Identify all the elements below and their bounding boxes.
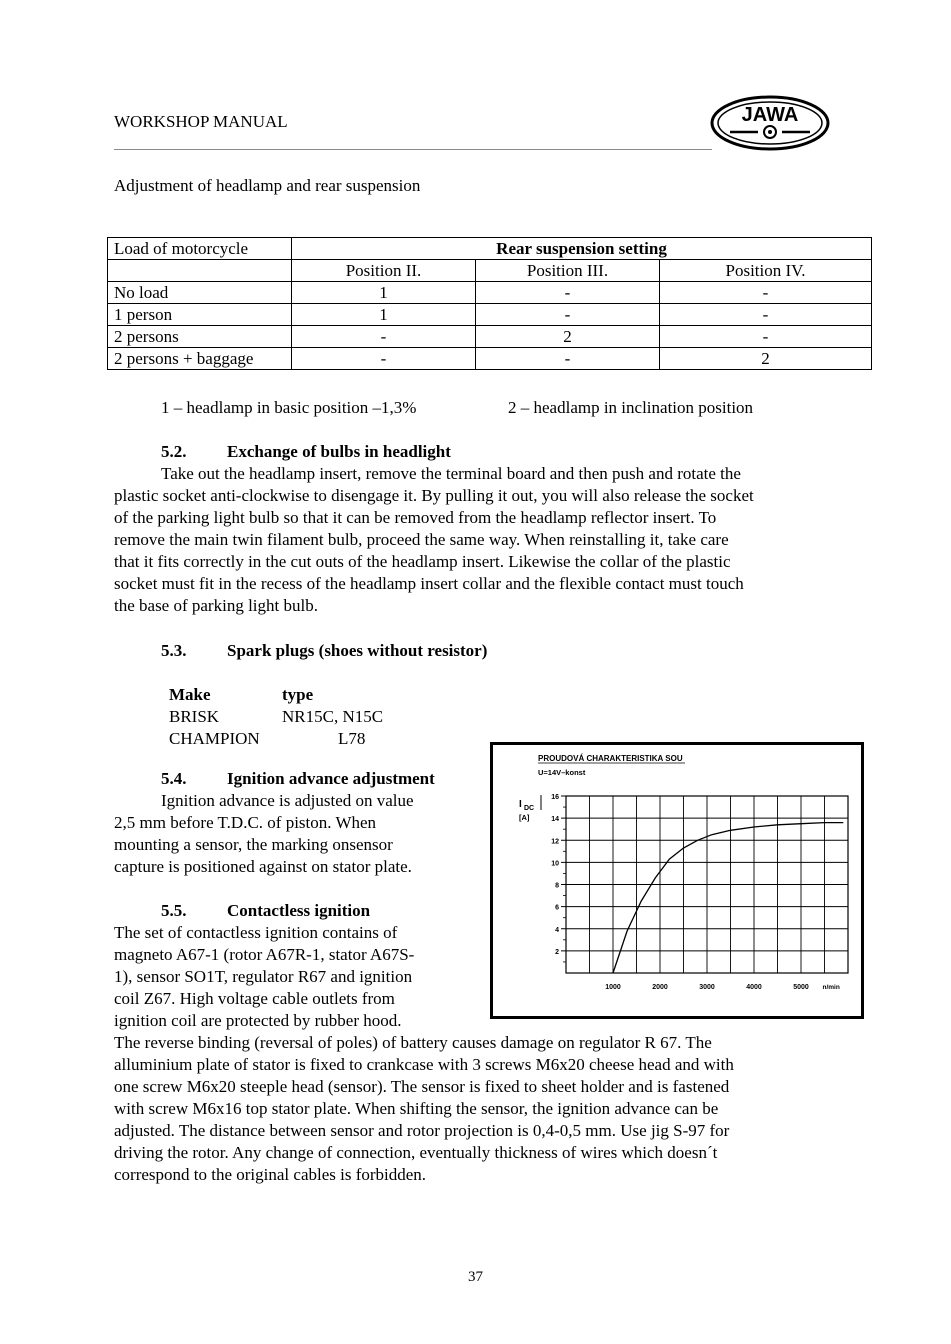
text-line: socket must fit in the recess of the headlamp insert collar and the flexible contact must touch — [114, 574, 744, 593]
section-number: 5.3. — [161, 641, 187, 660]
text-line: of the parking light bulb so that it can be removed from the headlamp reflector insert. To — [114, 508, 717, 527]
text-line: Take out the headlamp insert, remove the terminal board and then push and rotate the — [161, 464, 741, 483]
table-header-position-2: Position II. — [292, 260, 476, 282]
section-body-5-4 — [114, 790, 484, 878]
spark-plug-col-type: type — [282, 685, 314, 704]
section-body-5-2 — [114, 463, 854, 617]
y-axis-unit: [A] — [519, 813, 530, 822]
text-line: The reverse binding (reversal of poles) of battery causes damage on regulator R 67. The — [114, 1033, 712, 1052]
table-row — [169, 706, 383, 728]
page-subtitle: Adjustment of headlamp and rear suspension — [114, 176, 421, 195]
section-heading-5-2 — [161, 441, 451, 463]
text-line: driving the rotor. Any change of connection, eventually thickness of wires which doesn´t — [114, 1143, 718, 1162]
chart-svg — [493, 745, 861, 1016]
y-tick-label: 16 — [551, 794, 559, 801]
text-line: one screw M6x20 steeple head (sensor). The sensor is fixed to sheet holder and is fastened — [114, 1077, 730, 1096]
table-cell-load: 2 persons + baggage — [108, 348, 292, 370]
x-axis-label: n/min — [822, 984, 840, 991]
text-line: magneto A67-1 (rotor A67R-1, stator A67S- — [114, 945, 415, 964]
text-line: ignition coil are protected by rubber hood. — [114, 1011, 402, 1030]
legend-item-2: 2 – headlamp in inclination position — [508, 398, 754, 417]
table-row — [108, 304, 872, 326]
table-row — [108, 348, 872, 370]
chart-subtitle: U=14V–konst — [538, 768, 586, 777]
section-title: Ignition advance adjustment — [227, 769, 435, 788]
text-line: adjusted. The distance between sensor and rotor projection is 0,4-0,5 mm. Use jig S-97 for — [114, 1121, 730, 1140]
spark-plug-make: BRISK — [169, 707, 220, 726]
y-tick-label: 8 — [555, 882, 559, 890]
text-line: that it fits correctly in the cut outs of the headlamp insert. Likewise the collar of the plastic — [114, 552, 731, 571]
table-header-position-3: Position III. — [476, 260, 660, 282]
table-row — [108, 282, 872, 304]
spark-plug-type: NR15C, N15C — [282, 707, 384, 726]
spark-plug-table — [169, 684, 383, 750]
text-line: The set of contactless ignition contains of — [114, 923, 398, 942]
section-title: Exchange of bulbs in headlight — [227, 442, 451, 461]
legend-item-1: 1 – headlamp in basic position –1,3% — [161, 398, 417, 417]
section-number: 5.4. — [161, 769, 187, 788]
chart-title: PROUDOVÁ CHARAKTERISTIKA SOU — [538, 754, 683, 763]
text-line: coil Z67. High voltage cable outlets from — [114, 989, 395, 1008]
text-line: Ignition advance is adjusted on value — [161, 791, 414, 810]
table-cell: - — [660, 282, 872, 304]
section-title: Contactless ignition — [227, 901, 371, 920]
y-tick-label: 6 — [555, 904, 559, 912]
table-cell: - — [660, 326, 872, 348]
table-row — [108, 326, 872, 348]
text-line: correspond to the original cables is forbidden. — [114, 1165, 427, 1184]
table-cell-empty — [108, 260, 292, 282]
table-cell: 1 — [292, 304, 476, 326]
y-tick-label: 2 — [555, 948, 559, 956]
table-cell: - — [476, 348, 660, 370]
text-line: the base of parking light bulb. — [114, 596, 318, 615]
section-body-5-5-wide — [114, 1032, 854, 1186]
table-cell: - — [292, 326, 476, 348]
section-number: 5.2. — [161, 442, 187, 461]
section-title: Spark plugs (shoes without resistor) — [227, 641, 488, 660]
x-tick-label: 2000 — [652, 984, 668, 991]
table-cell: 2 — [660, 348, 872, 370]
text-line: with screw M6x16 top stator plate. When shifting the sensor, the ignition advance can be — [114, 1099, 719, 1118]
page-header-title: WORKSHOP MANUAL — [114, 112, 288, 131]
page-number: 37 — [468, 1269, 483, 1285]
suspension-table — [107, 237, 872, 370]
section-number: 5.5. — [161, 901, 187, 920]
table-cell: - — [476, 282, 660, 304]
y-axis-label-sub: DC — [524, 805, 535, 812]
y-axis-label: I — [519, 799, 522, 810]
section-heading-5-3 — [161, 640, 487, 662]
table-cell: 1 — [292, 282, 476, 304]
current-characteristic-chart — [490, 742, 864, 1019]
table-cell-load: No load — [108, 282, 292, 304]
jawa-logo — [710, 95, 830, 151]
x-tick-label: 3000 — [699, 984, 715, 991]
section-heading-5-4 — [161, 768, 435, 790]
y-tick-label: 4 — [555, 926, 559, 934]
y-tick-label: 10 — [551, 860, 559, 868]
y-tick-label: 14 — [551, 816, 559, 824]
text-line: 1), sensor SO1T, regulator R67 and ignition — [114, 967, 413, 986]
section-body-5-5-narrow — [114, 922, 484, 1032]
chart-grid — [566, 796, 848, 973]
table-cell: - — [476, 304, 660, 326]
table-cell: - — [660, 304, 872, 326]
table-header-position-4: Position IV. — [660, 260, 872, 282]
table-row — [169, 728, 383, 750]
x-tick-label: 4000 — [746, 984, 762, 991]
text-line: capture is positioned against on stator plate. — [114, 857, 412, 876]
table-cell: - — [292, 348, 476, 370]
text-line: remove the main twin filament bulb, proceed the same way. When reinstalling it, take care — [114, 530, 729, 549]
spark-plug-col-make: Make — [169, 685, 211, 704]
table-cell-load: 2 persons — [108, 326, 292, 348]
table-cell: 2 — [476, 326, 660, 348]
y-tick-label: 12 — [551, 838, 559, 846]
logo-text: JAWA — [741, 104, 799, 126]
spark-plug-make: CHAMPION — [169, 729, 260, 748]
text-line: plastic socket anti-clockwise to disengage it. By pulling it out, you will also release the socket — [114, 486, 754, 505]
table-cell-load: 1 person — [108, 304, 292, 326]
spark-plug-type: L78 — [338, 729, 366, 748]
x-tick-label: 1000 — [605, 984, 621, 991]
x-tick-label: 5000 — [793, 984, 809, 991]
table-header-load: Load of motorcycle — [108, 238, 292, 260]
table-header-group: Rear suspension setting — [292, 238, 872, 260]
text-line: 2,5 mm before T.D.C. of piston. When — [114, 813, 377, 832]
text-line: alluminium plate of stator is fixed to crankcase with 3 screws M6x20 cheese head and with — [114, 1055, 734, 1074]
text-line: mounting a sensor, the marking onsensor — [114, 835, 393, 854]
header-rule — [114, 149, 712, 150]
section-heading-5-5 — [161, 900, 370, 922]
